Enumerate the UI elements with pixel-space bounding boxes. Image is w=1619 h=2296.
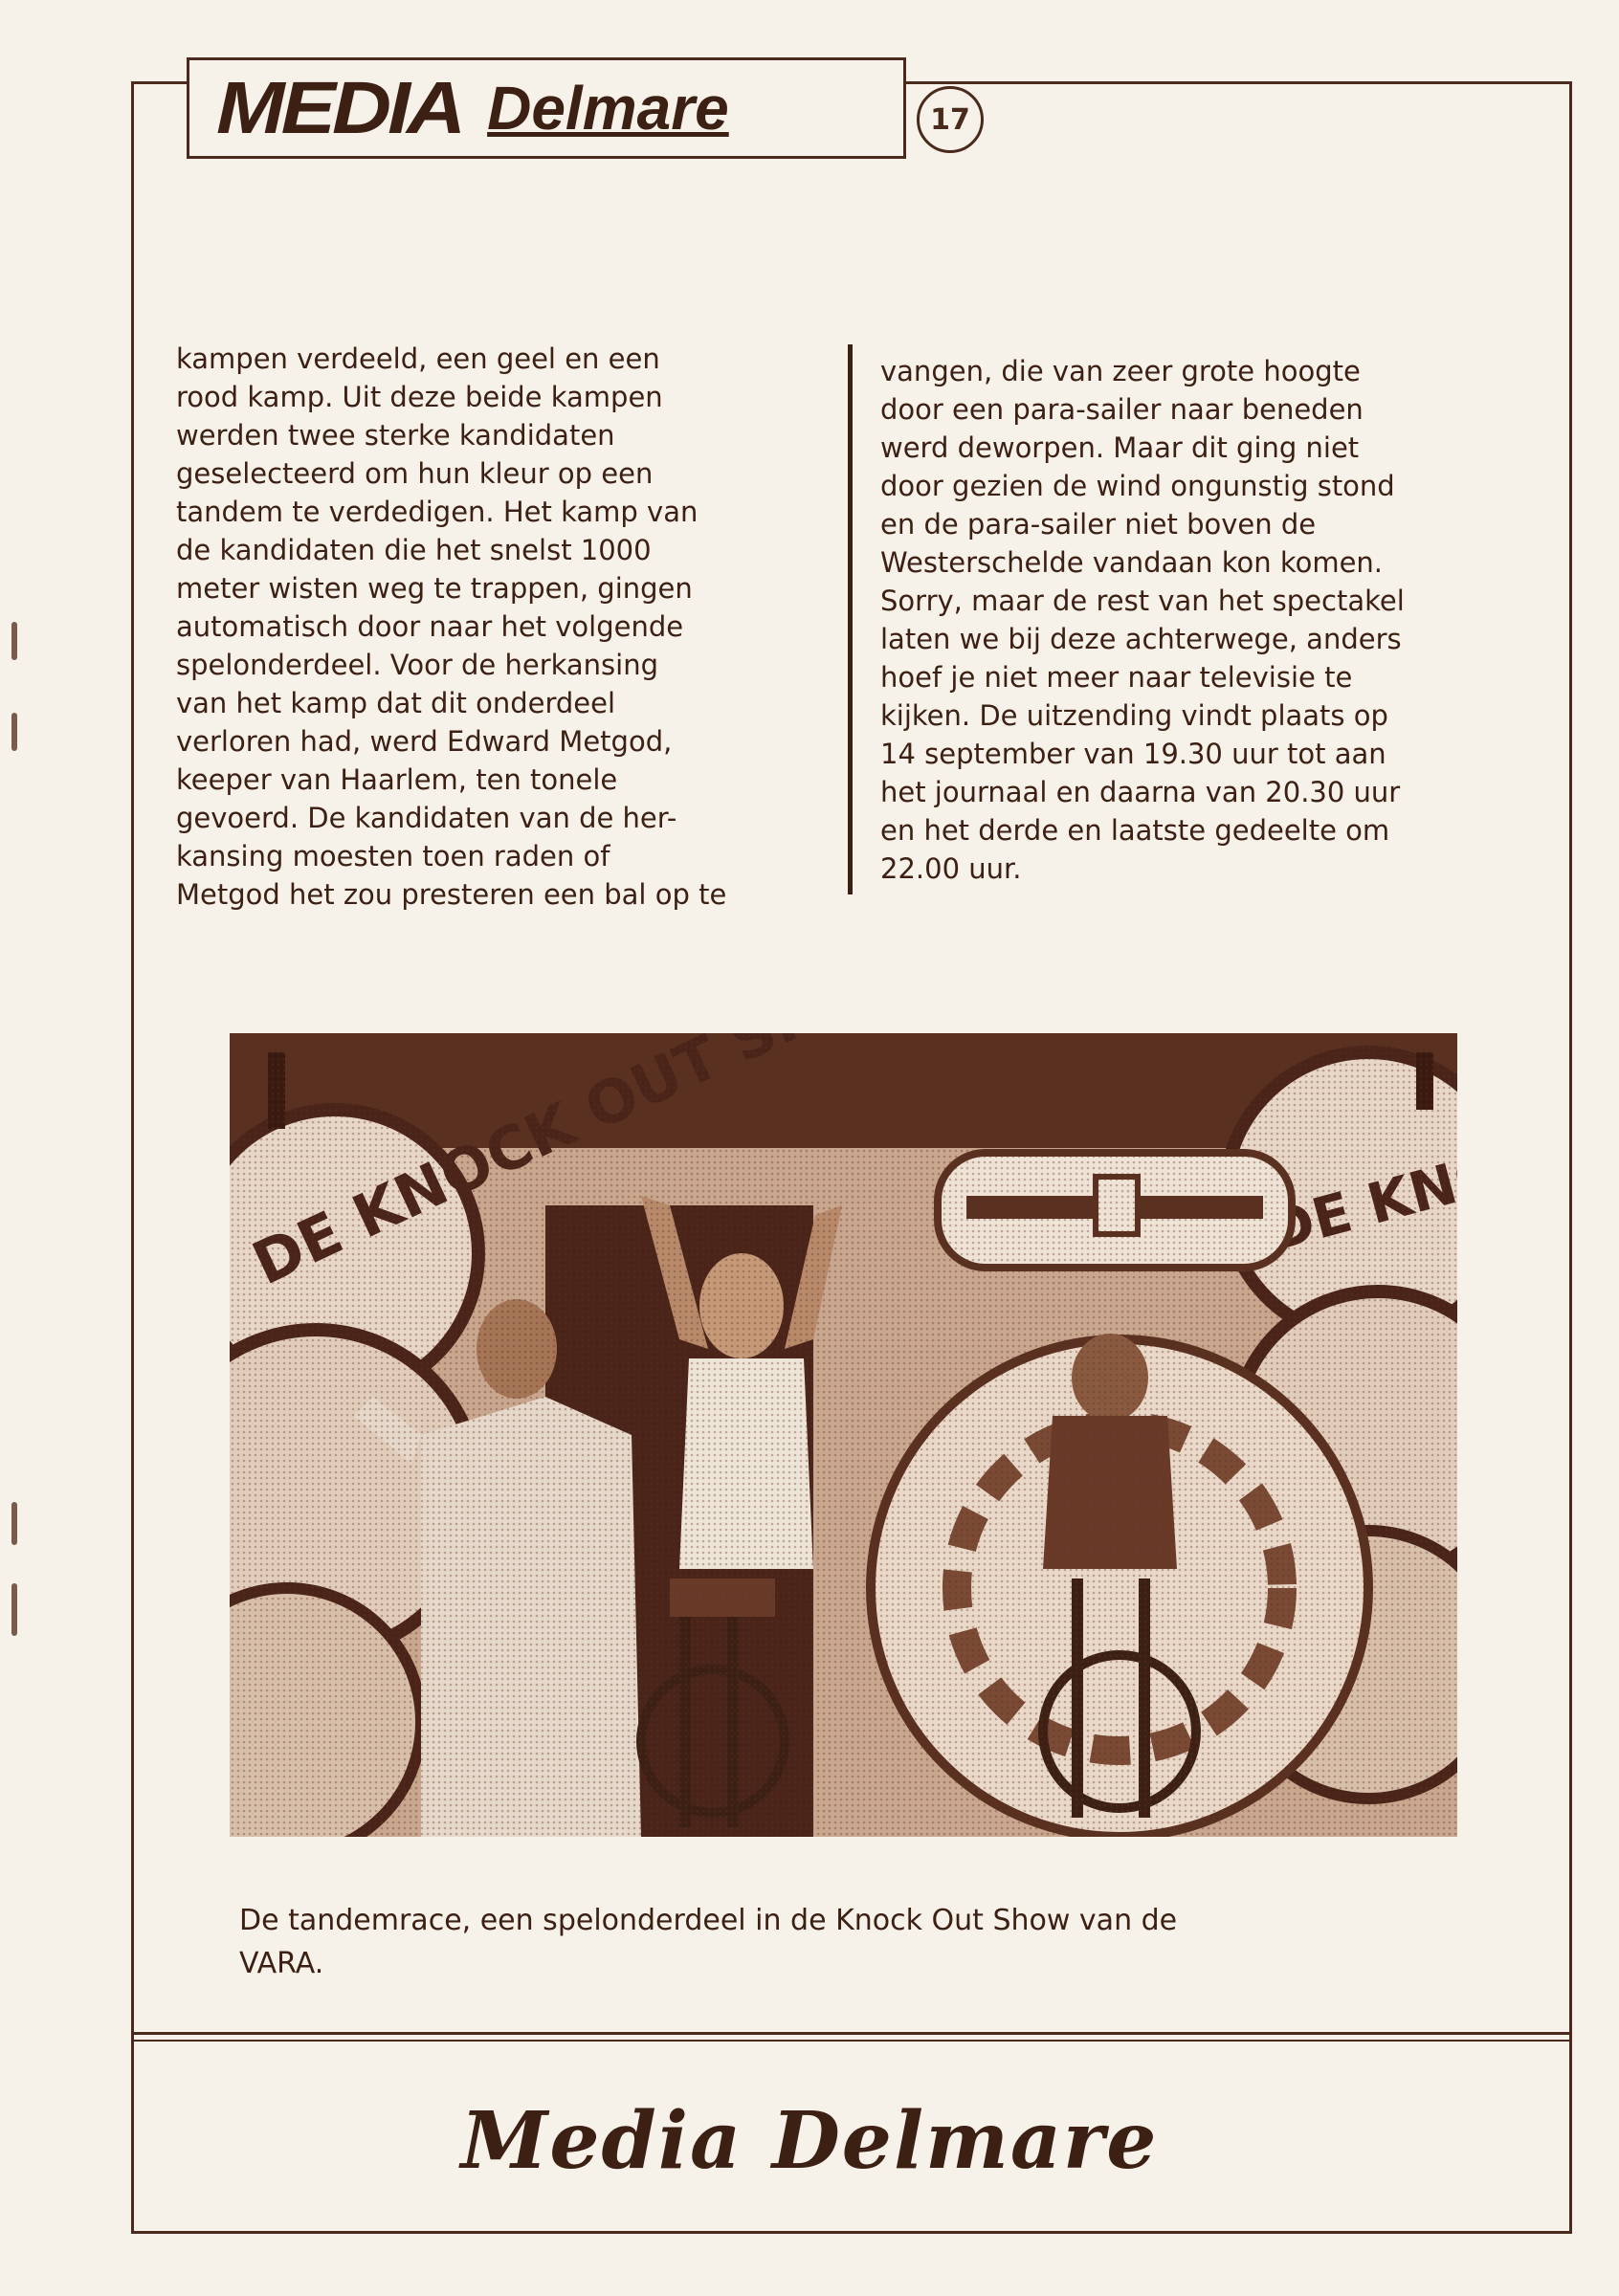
masthead bbox=[187, 57, 906, 159]
binding-mark bbox=[11, 1583, 17, 1636]
binding-mark bbox=[11, 713, 17, 751]
footer-divider bbox=[131, 2040, 1572, 2042]
article-right-text: vangen, die van zeer grote hoogte door een para-sailer naar beneden werd deworpen. Maar dit ging niet door gezien de wind ongunstig stond en de para-sailer niet boven de Westerschelde vandaan kon komen. Sorry, maar de rest van het spectakel laten we bij deze achterwege, anders hoef je niet meer naar televisie te kijken. De uitzending vindt plaats op 14 september van 19.30 uur tot aan het journaal en daarna van 20.30 uur en het derde en laatste gedeelte om 22.00 uur. bbox=[880, 355, 1405, 885]
photo-tandem-race bbox=[230, 1033, 1457, 1837]
photo-illustration bbox=[230, 1033, 1457, 1837]
photo-caption: De tandemrace, een spelonderdeel in de Knock Out Show van de VARA. bbox=[239, 1904, 1178, 1980]
page-number: 17 bbox=[917, 86, 984, 153]
masthead-delmare: Delmare bbox=[487, 74, 729, 143]
binding-mark bbox=[11, 1502, 17, 1545]
masthead-media: MEDIA bbox=[216, 66, 463, 149]
footer-brand: Media Delmare bbox=[460, 2095, 1159, 2187]
article-column-right bbox=[880, 352, 1531, 888]
article-column-left bbox=[176, 340, 827, 914]
column-divider bbox=[848, 344, 853, 894]
article-left-text: kampen verdeeld, een geel en een rood kamp. Uit deze beide kampen werden twee sterke kandidaten geselecteerd om hun kleur op een tandem te verdedigen. Het kamp van de kandidaten die het snelst 1000 meter wisten weg te trappen, gingen automatisch door naar het volgende spelonderdeel. Voor de herkansing van het kamp dat dit onderdeel verloren had, werd Edward Metgod, keeper van Haarlem, ten tonele gevoerd. De kandidaten van de her- kansing moesten toen raden of Metgod het zou presteren een bal op te bbox=[176, 342, 727, 911]
binding-mark bbox=[11, 622, 17, 660]
